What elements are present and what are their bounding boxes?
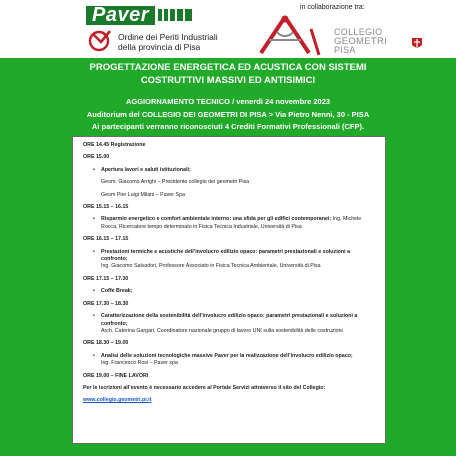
session-time: ORE 17.30 – 18.30 (83, 300, 129, 307)
session-item (93, 216, 375, 231)
session-time: ORE 16.15 – 17.15 (83, 236, 129, 243)
periti-line-2: della provincia di Pisa (118, 42, 201, 52)
event-date: AGGIORNAMENTO TECNICO / venerdì 24 novembre 2023 (125, 97, 331, 106)
periti-line-1: Ordine dei Periti Industriali (118, 32, 218, 42)
bullet-icon: • (93, 352, 95, 359)
geometri-line-3: PISA (334, 45, 356, 55)
session-speaker: Ing. Francesco Rosi – Paver spa (101, 360, 178, 367)
header (0, 0, 456, 58)
event-info (40, 96, 416, 134)
collegio-website-link[interactable]: www.collegio.geometri.pi.it (83, 397, 152, 404)
periti-logo-icon (88, 28, 114, 52)
session-item (93, 313, 375, 328)
title-line-1: PROGETTAZIONE ENERGETICA ED ACUSTICA CON SISTEMI (89, 62, 367, 73)
bullet-icon: • (93, 166, 95, 173)
session-title: Caratterizzazione della sostenibilità dell’involucro edilizio opaco: parametri prestazionali e soluzioni a confronto; (101, 313, 358, 327)
session-title: Prestazioni termiche e acustiche dell’involucro edilizio opaco: parametri prestazionali e soluzioni a confronto; (101, 248, 351, 263)
geometri-line-1: COLLEGIO (334, 27, 383, 37)
session-item (93, 288, 375, 295)
session-item (93, 167, 375, 174)
session-title: Risparmio energetico e comfort ambientale interno: una sfida per gli edifici contemporanei; (101, 216, 332, 223)
session-time: ORE 17.15 – 17.30 (83, 275, 129, 282)
event-credits: Ai partecipanti verranno riconosciuti 4 Crediti Formativi Professionali (CFP). (91, 122, 365, 131)
session-time: ORE 15.15 – 16.15 (83, 204, 129, 211)
session-time: ORE 15.00 (83, 154, 110, 161)
periti-text (118, 32, 218, 52)
paver-bars-icon (158, 9, 192, 21)
event-location: Auditorium del COLLEGIO DEI GEOMETRI DI PISA > Via Pietro Nenni, 30 - PISA (86, 109, 370, 119)
title-line-2: COSTRUTTIVI MASSIVI ED ANTISIMICI (140, 74, 316, 86)
program-box (72, 136, 386, 444)
geometri-text (334, 28, 387, 55)
registration-note: Per le iscrizioni all’evento è necessario accedere al Portale Servizi attraverso il sito del Collegio: (83, 384, 326, 391)
bullet-icon: • (93, 313, 95, 320)
page-title (60, 62, 396, 87)
end-time: ORE 19.00 – FINE LAVORI (83, 372, 149, 379)
session-title: Coffe Break; (101, 288, 133, 295)
registration-time: ORE 14.45 Registrazione (83, 142, 146, 148)
paver-logo-text: Paver (86, 6, 155, 25)
session-item (93, 353, 375, 360)
geometri-logo-icon (255, 15, 323, 57)
bullet-icon: • (93, 216, 95, 223)
collab-text: in collaborazione tra: (300, 4, 365, 11)
session-speaker: Arch. Caterina Gargari, Coordinatore nazionale gruppo di lavoro UNI sulla sostenibilità delle costruzioni (101, 327, 343, 334)
session-speaker: Ing. Giacomo Salvadori, Professore Associato in Fisica Tecnica Ambientale, Università di Pisa (101, 263, 321, 270)
pisa-crest-icon (412, 38, 422, 50)
paver-logo (86, 5, 192, 25)
session-speaker: Geom Pier Luigi Milani – Paver Spa (101, 191, 185, 198)
session-title: Analisi delle soluzioni tecnologiche massive Paver per la realizzazione dell’involucro edilizio opaco; (101, 352, 353, 359)
session-time: ORE 18.30 – 19.00 (83, 340, 129, 347)
bullet-icon: • (93, 248, 95, 255)
session-item (93, 249, 375, 264)
session-speaker: Ing. Michele Rocca, Ricercatore tempo determinato in Fisica Tecnica Industriale, Università di Pisa (101, 216, 362, 230)
bullet-icon: • (93, 288, 95, 295)
session-speaker: Geom. Giacomo Arrighi – Presidente collegio dei geometri Pisa (101, 179, 250, 186)
session-title: Apertura lavori e saluti istituzionali; (101, 166, 191, 173)
geometri-line-2: GEOMETRI (334, 36, 388, 47)
